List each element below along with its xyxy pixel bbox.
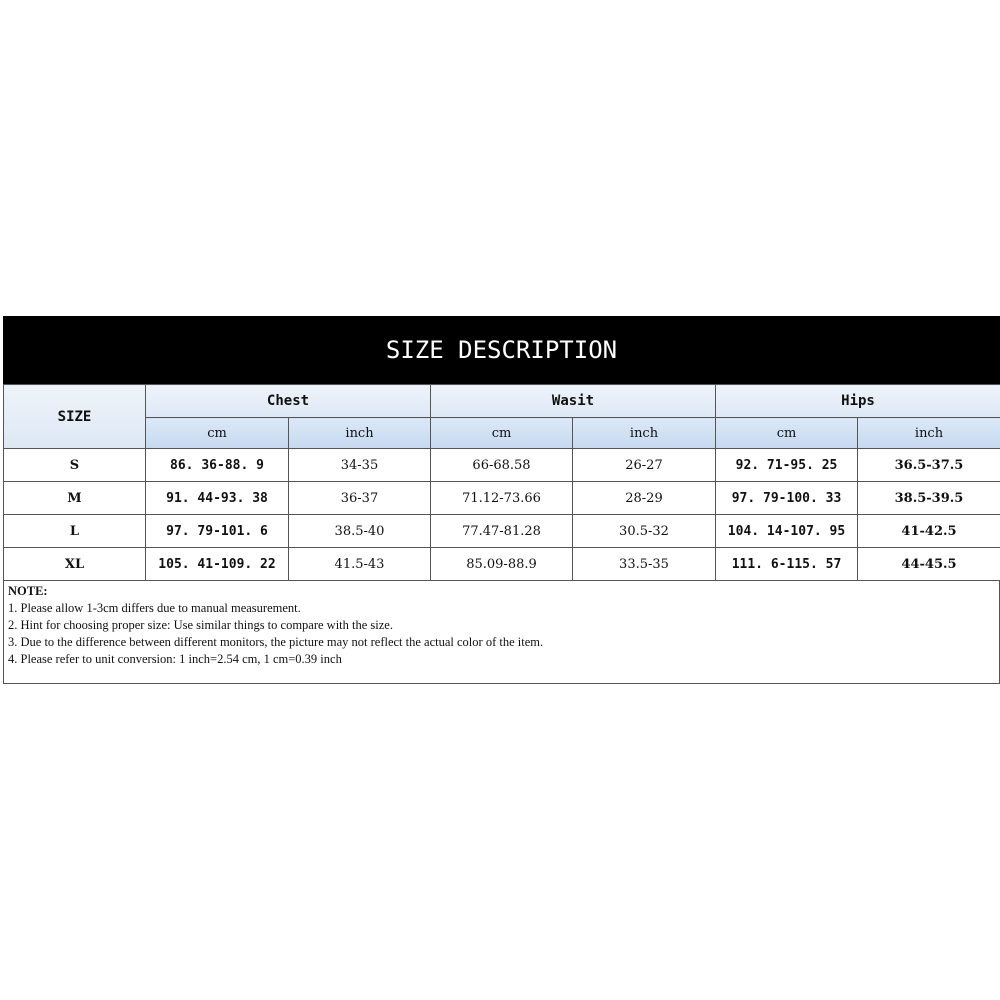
- chest-header: Chest: [146, 385, 431, 418]
- unit-header-row: [4, 418, 1000, 449]
- notes-section: [3, 581, 1000, 684]
- size-column-header: SIZE: [4, 385, 146, 449]
- table-cell: 38.5-40: [289, 515, 431, 548]
- note-line: 2. Hint for choosing proper size: Use similar things to compare with the size.: [8, 618, 393, 632]
- table-cell: 92. 71-95. 25: [716, 449, 858, 482]
- table-cell: 66-68.58: [431, 449, 573, 482]
- note-line: 1. Please allow 1-3cm differs due to manual measurement.: [8, 601, 301, 615]
- table-cell: 36-37: [289, 482, 431, 515]
- table-cell: 111. 6-115. 57: [716, 548, 858, 581]
- table-cell: 97. 79-101. 6: [146, 515, 289, 548]
- table-row: [4, 548, 1000, 581]
- table-cell: 104. 14-107. 95: [716, 515, 858, 548]
- table-cell: 71.12-73.66: [431, 482, 573, 515]
- table-cell: 85.09-88.9: [431, 548, 573, 581]
- waist-header: Wasit: [431, 385, 716, 418]
- unit-header: cm: [716, 418, 858, 449]
- table-cell: 33.5-35: [573, 548, 716, 581]
- size-label: M: [4, 482, 146, 515]
- unit-header: cm: [431, 418, 573, 449]
- chart-title: SIZE DESCRIPTION: [3, 316, 1000, 384]
- table-cell: 77.47-81.28: [431, 515, 573, 548]
- notes-title: NOTE:: [8, 584, 48, 598]
- note-line: 4. Please refer to unit conversion: 1 inch=2.54 cm, 1 cm=0.39 inch: [8, 652, 342, 666]
- table-cell: 44-45.5: [858, 548, 1000, 581]
- table-cell: 34-35: [289, 449, 431, 482]
- note-line: 3. Due to the difference between different monitors, the picture may not reflect the actual color of the item.: [8, 635, 544, 649]
- size-chart: [3, 316, 1000, 684]
- table-cell: 28-29: [573, 482, 716, 515]
- unit-header: cm: [146, 418, 289, 449]
- table-cell: 41-42.5: [858, 515, 1000, 548]
- unit-header: inch: [289, 418, 431, 449]
- table-cell: 86. 36-88. 9: [146, 449, 289, 482]
- size-label: L: [4, 515, 146, 548]
- table-cell: 105. 41-109. 22: [146, 548, 289, 581]
- table-cell: 38.5-39.5: [858, 482, 1000, 515]
- unit-header: inch: [858, 418, 1000, 449]
- table-cell: 91. 44-93. 38: [146, 482, 289, 515]
- size-label: XL: [4, 548, 146, 581]
- unit-header: inch: [573, 418, 716, 449]
- hips-header: Hips: [716, 385, 1000, 418]
- table-cell: 36.5-37.5: [858, 449, 1000, 482]
- table-row: [4, 515, 1000, 548]
- table-cell: 26-27: [573, 449, 716, 482]
- size-table: [3, 384, 1000, 581]
- table-cell: 97. 79-100. 33: [716, 482, 858, 515]
- table-row: [4, 449, 1000, 482]
- table-cell: 41.5-43: [289, 548, 431, 581]
- group-header-row: [4, 385, 1000, 418]
- size-label: S: [4, 449, 146, 482]
- table-row: [4, 482, 1000, 515]
- table-cell: 30.5-32: [573, 515, 716, 548]
